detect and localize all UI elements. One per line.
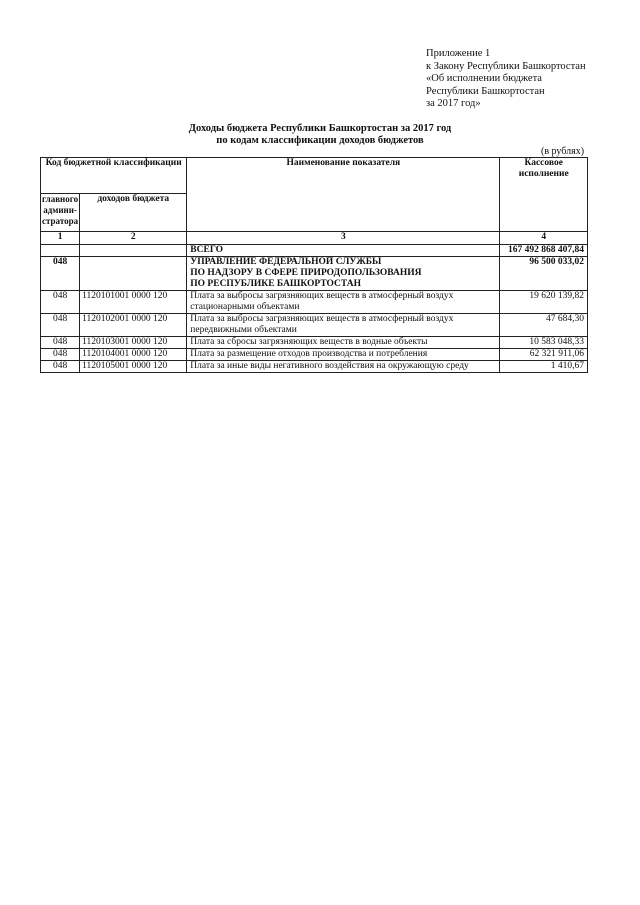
- income-name: Плата за размещение отходов производства и потребления: [187, 349, 500, 361]
- total-row: [41, 245, 588, 257]
- total-amount: 167 492 868 407,84: [500, 245, 588, 257]
- appendix-line: Республики Башкортостан: [426, 85, 545, 97]
- income-amount: 47 684,30: [500, 314, 588, 337]
- appendix-line: к Закону Республики Башкортостан: [426, 60, 586, 72]
- income-name: Плата за иные виды негативного воздействия на окружающую среду: [187, 361, 500, 373]
- agency-name-line: ПО НАДЗОРУ В СФЕРЕ ПРИРОДОПОЛЬЗОВАНИЯ: [190, 268, 422, 278]
- income-code: 1120102001 0000 120: [80, 314, 187, 337]
- unit-note: (в рублях): [541, 146, 585, 157]
- col-number: 2: [80, 232, 187, 245]
- income-code: 1120104001 0000 120: [80, 349, 187, 361]
- admin-code: 048: [41, 337, 80, 349]
- appendix-line: Приложение 1: [426, 48, 491, 59]
- header-name: Наименование показателя: [187, 158, 500, 232]
- agency-amount: 96 500 033,02: [500, 257, 588, 291]
- admin-code: 048: [41, 314, 80, 337]
- income-code: 1120101001 0000 120: [80, 291, 187, 314]
- income-table: [40, 157, 588, 373]
- table-row: [41, 361, 588, 373]
- header-code-group: Код бюджетной классификации: [41, 158, 187, 194]
- income-amount: 1 410,67: [500, 361, 588, 373]
- agency-name-line: УПРАВЛЕНИЕ ФЕДЕРАЛЬНОЙ СЛУЖБЫ: [190, 257, 382, 267]
- title-line: Доходы бюджета Республики Башкортостан за 2017 год: [188, 123, 452, 134]
- col-number: 1: [41, 232, 80, 245]
- total-label: ВСЕГО: [187, 245, 500, 257]
- header-income: доходов бюджета: [80, 194, 187, 232]
- appendix-line: «Об исполнении бюджета: [426, 73, 542, 85]
- col-number: 4: [500, 232, 588, 245]
- agency-row: [41, 257, 588, 291]
- income-code: 1120103001 0000 120: [80, 337, 187, 349]
- header-admin: главного админи-стратора: [41, 194, 80, 232]
- table-row: [41, 314, 588, 337]
- income-code: 1120105001 0000 120: [80, 361, 187, 373]
- income-name: Плата за сбросы загрязняющих веществ в водные объекты: [187, 337, 500, 349]
- income-amount: 10 583 048,33: [500, 337, 588, 349]
- document-title: [0, 123, 640, 147]
- admin-code: 048: [41, 349, 80, 361]
- col-number: 3: [187, 232, 500, 245]
- income-amount: 19 620 139,82: [500, 291, 588, 314]
- admin-code: 048: [41, 291, 80, 314]
- table-row: [41, 291, 588, 314]
- agency-name-line: ПО РЕСПУБЛИКЕ БАШКОРТОСТАН: [190, 279, 362, 289]
- table-row: [41, 337, 588, 349]
- header-execution: Кассовое исполнение: [500, 158, 588, 232]
- income-name: Плата за выбросы загрязняющих веществ в атмосферный воздух стационарными объектами: [187, 291, 500, 314]
- appendix-line: за 2017 год»: [426, 98, 481, 110]
- table-row: [41, 349, 588, 361]
- income-amount: 62 321 911,06: [500, 349, 588, 361]
- appendix-note: [426, 48, 586, 111]
- income-name: Плата за выбросы загрязняющих веществ в атмосферный воздух передвижными объектами: [187, 314, 500, 337]
- admin-code: 048: [41, 361, 80, 373]
- title-line: по кодам классификации доходов бюджетов: [216, 135, 424, 146]
- agency-name: [187, 257, 500, 291]
- agency-admin-code: 048: [41, 257, 80, 291]
